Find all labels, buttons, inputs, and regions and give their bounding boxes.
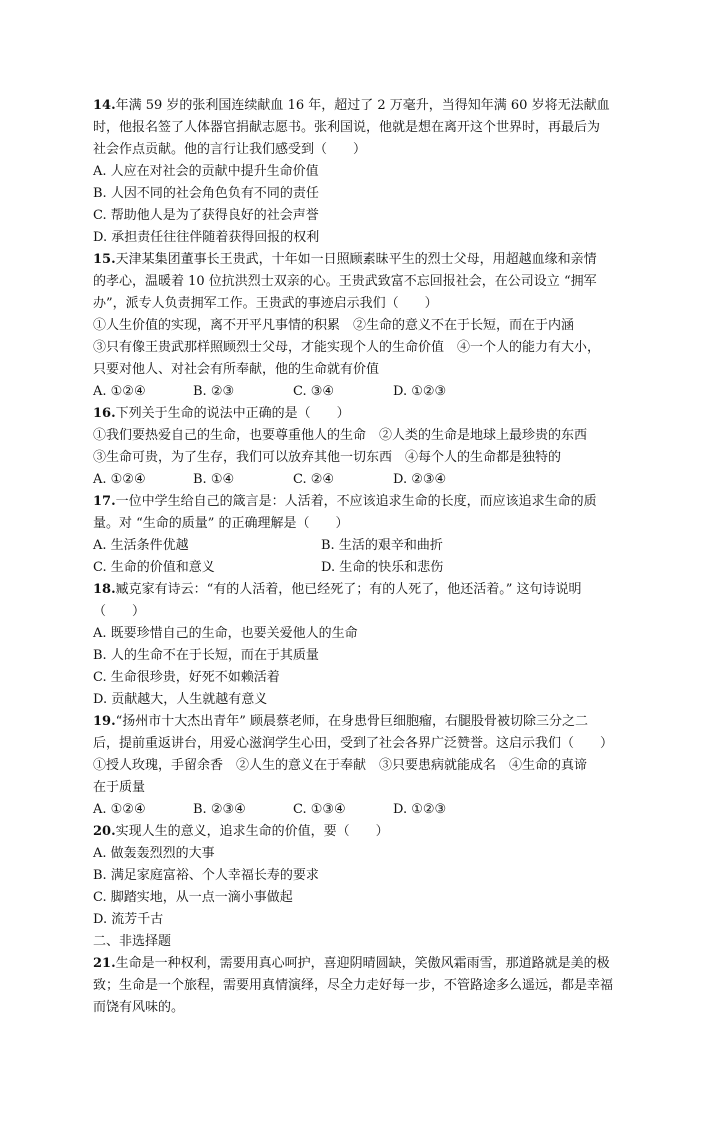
statement-line: ①授人玫瑰，手留余香 ②人生的意义在于奉献 ③只要患病就能成名 ④生命的真谛: [93, 758, 588, 773]
question-number: 15.: [93, 252, 116, 267]
statement-line: ①人生价值的实现，离不开平凡事情的积累 ②生命的意义不在于长短，而在于内涵: [93, 318, 575, 333]
options-row: [93, 535, 633, 557]
option-d: D. ①②③: [393, 802, 447, 817]
question-text: 量。对 “生命的质量” 的正确理解是（ ）: [93, 516, 349, 531]
question-text: 的孝心，温暖着 10 位抗洪烈士双亲的心。王贵武致富不忘回报社会，在公司设立 “拥军: [93, 274, 597, 289]
statement-line: 在于质量: [93, 780, 146, 795]
question-21: [93, 953, 633, 1019]
option-c: C. 脚踏实地，从一点一滴小事做起: [93, 890, 293, 905]
option-a: A. ①②④: [93, 384, 146, 399]
option-d: D. 流芳千古: [93, 912, 164, 927]
option-a: A. 人应在对社会的贡献中提升生命价值: [93, 164, 319, 179]
option-a: A. ①②④: [93, 802, 146, 817]
question-18: [93, 579, 633, 711]
option-c: C. ①③④: [293, 802, 346, 817]
question-number: 20.: [93, 824, 116, 839]
question-text: 天津某集团董事长王贵武，十年如一日照顾素昧平生的烈士父母，用超越血缘和亲情: [115, 252, 597, 267]
option-a: A. 生活条件优越: [93, 538, 189, 553]
option-a: A. ①②④: [93, 472, 146, 487]
option-c: C. 帮助他人是为了获得良好的社会声誉: [93, 208, 319, 223]
option-d: D. ①②③: [393, 384, 447, 399]
question-number: 21.: [93, 956, 116, 971]
question-text: 实现人生的意义，追求生命的价值，要（ ）: [115, 824, 389, 839]
question-text: 而饶有风味的。: [93, 1000, 185, 1015]
statement-line: ①我们要热爱自己的生命，也要尊重他人的生命 ②人类的生命是地球上最珍贵的东西: [93, 428, 588, 443]
question-text: 时，他报名签了人体器官捐献志愿书。张利国说，他就是想在离开这个世界时，再最后为: [93, 120, 601, 135]
question-text: 臧克家有诗云：“有的人活着，他已经死了；有的人死了，他还活着。” 这句诗说明: [115, 582, 582, 597]
option-d: D. 贡献越大，人生就越有意义: [93, 692, 268, 707]
option-b: B. 满足家庭富裕、个人幸福长寿的要求: [93, 868, 319, 883]
option-b: B. 人因不同的社会角色负有不同的责任: [93, 186, 319, 201]
options-row: [93, 557, 633, 579]
question-17: [93, 491, 633, 579]
question-text: 生命是一种权利，需要用真心呵护，喜迎阴晴圆缺，笑傲风霜雨雪，那道路就是美的极: [115, 956, 610, 971]
option-a: A. 做轰轰烈烈的大事: [93, 846, 215, 861]
question-15: [93, 249, 633, 403]
question-number: 17.: [93, 494, 116, 509]
option-c: C. ②④: [293, 472, 335, 487]
question-text: 下列关于生命的说法中正确的是（ ）: [115, 406, 350, 421]
statement-line: ③生命可贵，为了生存，我们可以放弃其他一切东西 ④每个人的生命都是独特的: [93, 450, 562, 465]
question-14: [93, 95, 633, 249]
statement-line: 只要对他人、对社会有所奉献，他的生命就有价值: [93, 362, 380, 377]
question-text: 后，提前重返讲台，用爱心滋润学生心田，受到了社会各界广泛赞誉。这启示我们（ ）: [93, 736, 614, 751]
option-b: B. ②③④: [193, 802, 246, 817]
option-d: D. ②③④: [393, 472, 447, 487]
option-c: C. ③④: [293, 384, 335, 399]
option-c: C. 生命很珍贵，好死不如赖活着: [93, 670, 280, 685]
question-text: 致；生命是一个旅程，需要用真情演绎，尽全力走好每一步，不管路途多么遥远，都是幸福: [93, 978, 614, 993]
option-d: D. 生命的快乐和悲伤: [321, 560, 444, 575]
question-number: 18.: [93, 582, 116, 597]
question-number: 19.: [93, 714, 116, 729]
question-text: “扬州市十大杰出青年” 顾晨蔡老师，在身患骨巨细胞瘤，右腿股骨被切除三分之二: [115, 714, 589, 729]
question-number: 14.: [93, 98, 116, 113]
option-b: B. ①④: [193, 472, 235, 487]
question-text: 社会作点贡献。他的言行让我们感受到（ ）: [93, 142, 367, 157]
options-row: [93, 469, 633, 491]
question-20: [93, 821, 633, 931]
question-19: [93, 711, 633, 821]
option-b: B. 生活的艰辛和曲折: [321, 538, 443, 553]
option-d: D. 承担责任往往伴随着获得回报的权利: [93, 230, 320, 245]
question-number: 16.: [93, 406, 116, 421]
question-text: 一位中学生给自己的箴言是：人活着，不应该追求生命的长度，而应该追求生命的质: [115, 494, 597, 509]
question-text: （ ）: [93, 604, 146, 619]
options-row: [93, 799, 633, 821]
option-b: B. 人的生命不在于长短，而在于其质量: [93, 648, 319, 663]
section-heading: 二、非选择题: [93, 934, 172, 949]
question-text: 年满 59 岁的张利国连续献血 16 年，超过了 2 万毫升，当得知年满 60 岁将无法献血: [115, 98, 610, 113]
option-c: C. 生命的价值和意义: [93, 560, 215, 575]
question-text: 办”，派专人负责拥军工作。王贵武的事迹启示我们（ ）: [93, 296, 438, 311]
statement-line: ③只有像王贵武那样照顾烈士父母，才能实现个人的生命价值 ④一个人的能力有大小，: [93, 340, 601, 355]
option-a: A. 既要珍惜自己的生命，也要关爱他人的生命: [93, 626, 358, 641]
question-content: [93, 95, 633, 1019]
options-row: [93, 381, 633, 403]
question-16: [93, 403, 633, 491]
option-b: B. ②③: [193, 384, 235, 399]
